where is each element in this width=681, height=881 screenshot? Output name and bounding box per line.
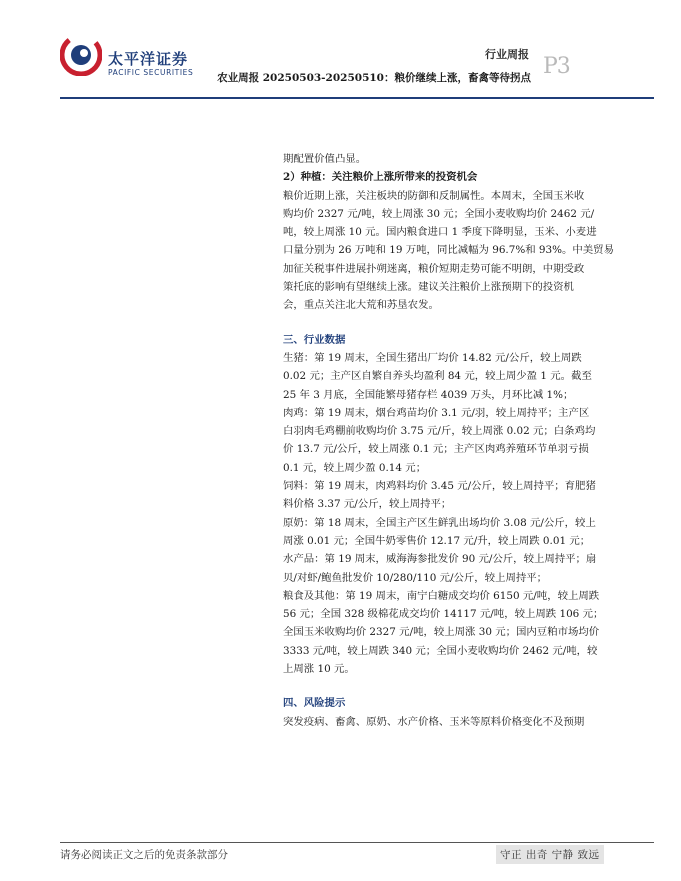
body-line: 肉鸡：第 19 周末，烟台鸡苗均价 3.1 元/羽，较上周持平；主产区 bbox=[283, 406, 590, 419]
body-line: 0.1 元，较上周少盈 0.14 元； bbox=[283, 461, 427, 474]
body-line: 0.02 元；主产区自繁自养头均盈利 84 元，较上周少盈 1 元。截至 bbox=[283, 370, 592, 383]
body-line: 加征关税事件进展扑朔迷离，粮价短期走势可能不明朗，中期受政 bbox=[283, 262, 585, 275]
section-gap bbox=[283, 315, 640, 331]
body-line: 上周涨 10 元。 bbox=[283, 663, 355, 676]
footer-divider bbox=[60, 842, 654, 843]
brand-name-cn: 太平洋证券 bbox=[108, 50, 189, 68]
body-line: 价 13.7 元/公斤，较上周涨 0.1 元；主产区肉鸡养殖环节单羽亏损 bbox=[283, 443, 589, 456]
body-line: 策托底的影响有望继续上涨。建议关注粮价上涨预期下的投资机 bbox=[283, 281, 574, 294]
body-line: 饲料：第 19 周末，肉鸡料均价 3.45 元/公斤，较上周持平；育肥猪 bbox=[283, 480, 596, 493]
body-line: 全国玉米收购均价 2327 元/吨，较上周涨 30 元；国内豆粕市场均价 bbox=[283, 626, 600, 639]
page-number: P3 bbox=[543, 54, 570, 79]
body-line: 会，重点关注北大荒和苏垦农发。 bbox=[283, 299, 439, 312]
body-line: 25 年 3 月底，全国能繁母猪存栏 4039 万头，月环比减 1%； bbox=[283, 388, 574, 401]
footer-disclaimer: 请务必阅读正文之后的免责条款部分 bbox=[60, 849, 228, 861]
report-type: 行业周报 bbox=[485, 48, 529, 61]
footer-motto: 守正 出奇 宁静 致远 bbox=[496, 845, 604, 864]
body-line: 粮价近期上涨，关注板块的防御和反制属性。本周末，全国玉米收 bbox=[283, 189, 585, 202]
body-line: 购均价 2327 元/吨，较上周涨 30 元；全国小麦收购均价 2462 元/ bbox=[283, 207, 595, 220]
subsection-heading: 2）种植：关注粮价上涨所带来的投资机会 bbox=[283, 171, 478, 184]
pacific-logo-icon bbox=[60, 34, 102, 76]
section-heading: 三、行业数据 bbox=[283, 333, 346, 346]
body-line: 原奶：第 18 周末，全国主产区生鲜乳出场均价 3.08 元/公斤，较上 bbox=[283, 516, 596, 529]
section-heading: 四、风险提示 bbox=[283, 697, 346, 710]
header-divider bbox=[60, 97, 654, 99]
body-line: 水产品：第 19 周末，威海海参批发价 90 元/公斤，较上周持平；扇 bbox=[283, 553, 597, 566]
body-line: 突发疫病、畜禽、原奶、水产价格、玉米等原料价格变化不及预期 bbox=[283, 715, 585, 728]
body-line: 周涨 0.01 元；全国牛奶零售价 12.17 元/升，较上周跌 0.01 元； bbox=[283, 534, 591, 547]
body-line: 口量分别为 26 万吨和 19 万吨，同比减幅为 96.7%和 93%。中美贸易 bbox=[283, 244, 614, 257]
body-line: 贝/对虾/鲍鱼批发价 10/280/110 元/公斤，较上周持平； bbox=[283, 571, 548, 584]
body-line: 3333 元/吨，较上周跌 340 元；全国小麦收购均价 2462 元/吨，较 bbox=[283, 644, 598, 657]
brand-name-en: PACIFIC SECURITIES bbox=[108, 68, 194, 77]
body-line: 期配置价值凸显。 bbox=[283, 153, 367, 165]
body-line: 56 元；全国 328 级棉花成交均价 14117 元/吨，较上周跌 106 元； bbox=[283, 608, 604, 621]
section-gap bbox=[283, 678, 640, 694]
report-title: 农业周报 20250503-20250510：粮价继续上涨，畜禽等待拐点 bbox=[217, 72, 531, 84]
body-line: 粮食及其他：第 19 周末，南宁白糖成交均价 6150 元/吨，较上周跌 bbox=[283, 589, 600, 602]
body-line: 料价格 3.37 元/公斤，较上周持平； bbox=[283, 498, 452, 511]
body-line: 吨，较上周涨 10 元。国内粮食进口 1 季度下降明显，玉米、小麦进 bbox=[283, 226, 597, 239]
report-body bbox=[283, 150, 640, 731]
body-line: 白羽肉毛鸡棚前收购均价 3.75 元/斤，较上周涨 0.02 元；白条鸡均 bbox=[283, 425, 596, 438]
body-line: 生猪：第 19 周末，全国生猪出厂均价 14.82 元/公斤，较上周跌 bbox=[283, 351, 582, 364]
